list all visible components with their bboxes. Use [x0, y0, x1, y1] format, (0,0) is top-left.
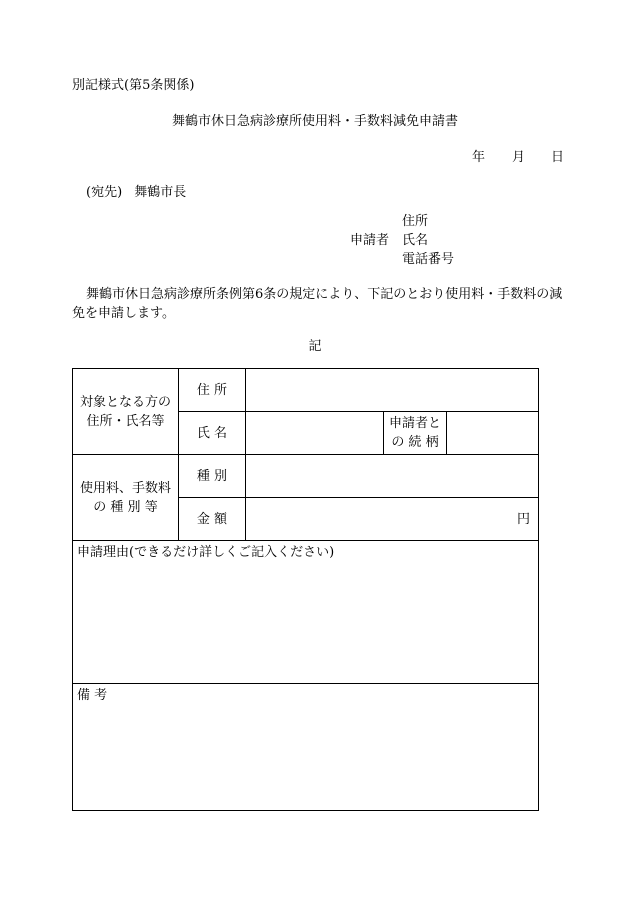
relation-field[interactable] — [447, 412, 539, 455]
date-day-label: 日 — [551, 150, 565, 165]
application-table — [72, 368, 539, 811]
yen-unit: 円 — [517, 511, 531, 527]
applicant-block — [350, 212, 454, 269]
reason-label: 申請理由(できるだけ詳しくご記入ください) — [77, 545, 335, 560]
applicant-phone-label: 電話番号 — [402, 252, 455, 267]
addressee-label: (宛先) — [86, 185, 123, 200]
fee-type-label: 使用料、手数料 の 種 別 等 — [73, 455, 179, 541]
type-label: 種 別 — [179, 455, 246, 498]
addressee-name: 舞鶴市長 — [134, 185, 187, 200]
amount-label: 金 額 — [179, 498, 246, 541]
date-month-label: 月 — [512, 150, 526, 165]
applicant-address-label: 住所 — [402, 214, 429, 229]
name-label: 氏 名 — [179, 412, 246, 455]
remarks-label: 備 考 — [77, 688, 108, 703]
address-label: 住 所 — [179, 369, 246, 412]
body-line-2: 免を申請します。 — [72, 306, 175, 321]
address-field[interactable] — [246, 369, 539, 412]
reason-field[interactable] — [73, 541, 539, 684]
amount-field[interactable] — [246, 498, 539, 541]
applicant-label: 申請者 — [350, 233, 390, 248]
relation-label: 申請者と の 続 柄 — [384, 412, 447, 455]
remarks-field[interactable] — [73, 684, 539, 811]
form-label: 別記様式(第5条関係) — [72, 78, 195, 93]
addressee — [86, 181, 186, 200]
ki-heading: 記 — [308, 339, 322, 354]
body-line-1: 舞鶴市休日急病診療所条例第6条の規定により、下記のとおり使用料・手数料の減 — [86, 287, 563, 302]
applicant-name-label: 氏名 — [402, 233, 429, 248]
type-field[interactable] — [246, 455, 539, 498]
date-year-label: 年 — [472, 150, 486, 165]
name-field[interactable] — [246, 412, 384, 455]
target-person-label: 対象となる方の 住所・氏名等 — [73, 369, 179, 455]
document-title: 舞鶴市休日急病診療所使用料・手数料減免申請書 — [171, 114, 458, 129]
